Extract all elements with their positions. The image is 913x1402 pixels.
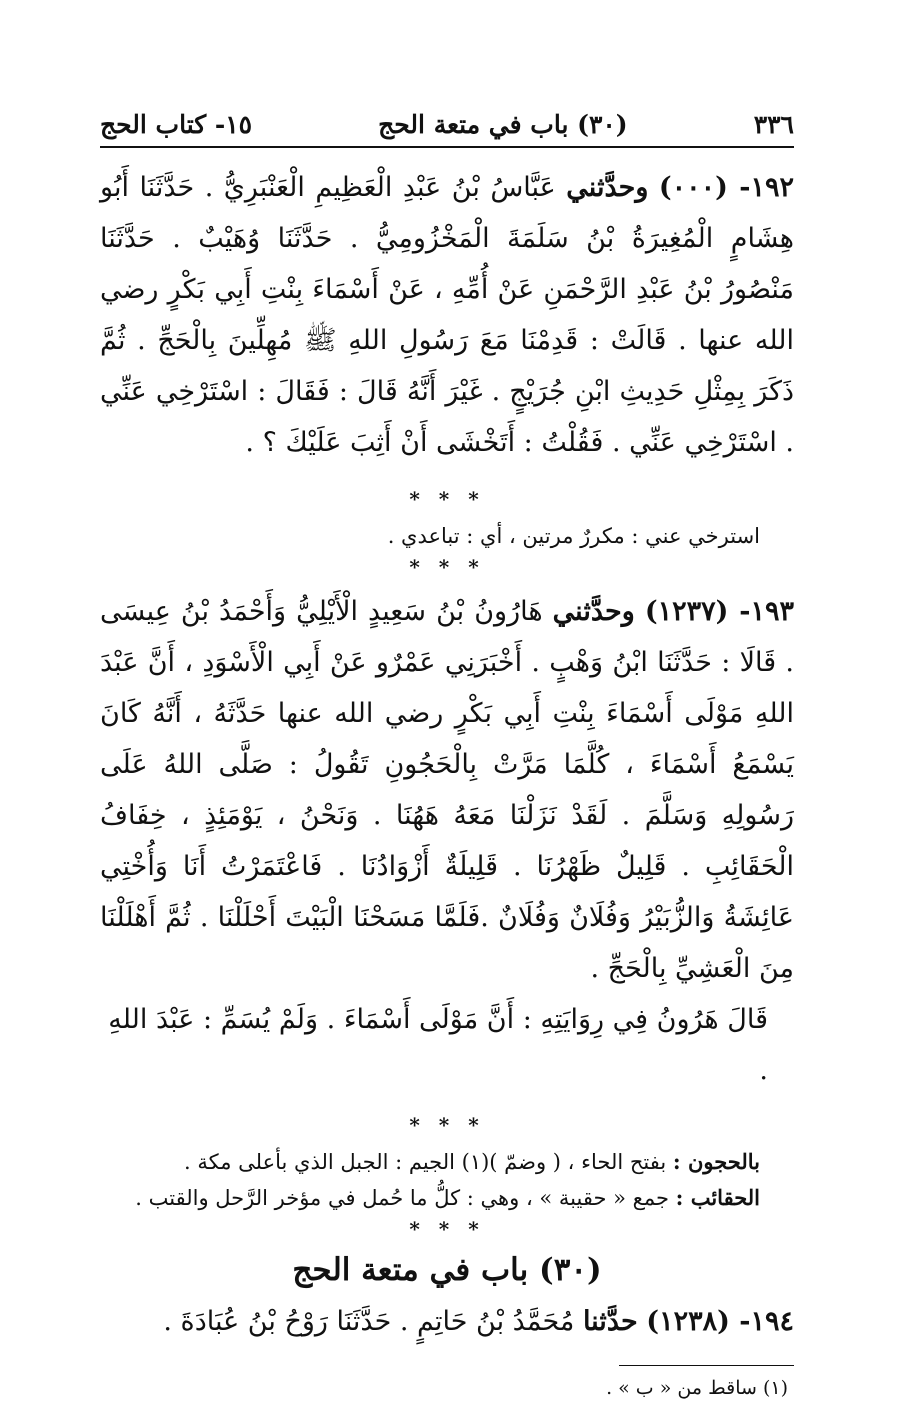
separator: * * * — [409, 487, 485, 511]
header-chapter-title: (٣٠) باب في متعة الحج — [378, 110, 628, 139]
header-book-title: ١٥- كتاب الحج — [100, 110, 253, 139]
hadith-intro: وحدَّثني — [566, 172, 649, 203]
running-header — [100, 108, 794, 148]
explanation-text: جمع « حقيبة » ، وهي : كلُّ ما حُمل في مؤخر الرَّحل والقتب . — [135, 1186, 669, 1210]
hadith-193 — [100, 586, 794, 994]
hadith-number: ١٩٣- (١٢٣٧) — [644, 596, 795, 627]
footnote: (١) ساقط من « ب » . — [606, 1377, 788, 1399]
explanation-1: استرخي عني : مكررٌ مرتين ، أي : تباعدي . — [387, 524, 760, 548]
explained-term: الحقائب : — [675, 1185, 760, 1210]
hadith-text: هَارُونُ بْنُ سَعِيدٍ الْأَيْلِيُّ وَأَحْمَدُ بْنُ عِيسَى . قَالَا : حَدَّثَنَا ابْنُ وَهْبٍ . أَخْبَرَنِي عَمْرٌو عَنْ أَبِي الْأَسْوَدِ ، أَنَّ عَبْدَ اللهِ مَوْلَى أَسْمَاءَ بِنْتِ أَبِي بَكْرٍ رضي الله عنها حَدَّثَهُ ، أَنَّهُ كَانَ يَسْمَعُ أَسْمَاءَ ، كُلَّمَا مَرَّتْ بِالْحَجُونِ تَقُولُ : صَلَّى اللهُ عَلَى رَسُولِهِ وَسَلَّمَ . لَقَدْ نَزَلْنَا مَعَهُ هَهُنَا . وَنَحْنُ ، يَوْمَئِذٍ ، خِفَافُ الْحَقَائِبِ . قَلِيلٌ ظَهْرُنَا . قَلِيلَةٌ أَزْوَادُنَا . فَاعْتَمَرْتُ أَنَا وَأُخْتِي عَائِشَةُ وَالزُّبَيْرُ وَفُلَانٌ وَفُلَانٌ .فَلَمَّا مَسَحْنَا الْبَيْتَ أَحْلَلْنَا . ثُمَّ أَهْلَلْنَا مِنَ الْعَشِيِّ بِالْحَجِّ . — [100, 596, 794, 984]
hadith-194 — [100, 1296, 794, 1347]
hadith-192 — [100, 162, 794, 468]
explained-term: بالحجون : — [672, 1149, 760, 1174]
page-number: ٣٣٦ — [753, 110, 794, 139]
hadith-intro: وحدَّثني — [552, 596, 635, 627]
separator: * * * — [409, 1217, 485, 1241]
hadith-number: ١٩٤- (١٢٣٨) — [646, 1306, 794, 1337]
page — [100, 108, 794, 1402]
explanation-2-line-2 — [100, 1180, 794, 1216]
separator: * * * — [409, 555, 485, 579]
hadith-number: ١٩٢- (٠٠٠) — [658, 172, 794, 203]
hadith-193-note: قَالَ هَرُونُ فِي رِوَايَتِهِ : أَنَّ مَوْلَى أَسْمَاءَ . وَلَمْ يُسَمِّ : عَبْدَ اللهِ . — [108, 1004, 768, 1086]
explanation-2-line-1 — [100, 1144, 794, 1180]
hadith-intro: حدَّثنا — [582, 1306, 638, 1337]
hadith-text: مُحَمَّدُ بْنُ حَاتِمٍ . حَدَّثَنَا رَوْحُ بْنُ عُبَادَةَ . — [163, 1306, 575, 1337]
separator: * * * — [409, 1113, 485, 1137]
chapter-heading: (٣٠) باب في متعة الحج — [292, 1252, 602, 1288]
hadith-text: عَبَّاسُ بْنُ عَبْدِ الْعَظِيمِ الْعَنْبَرِيُّ . حَدَّثَنَا أَبُو هِشَامٍ الْمُغِيرَةُ بْنُ سَلَمَةَ الْمَخْزُومِيُّ . حَدَّثَنَا وُهَيْبٌ . حَدَّثَنَا مَنْصُورُ بْنُ عَبْدِ الرَّحْمَنِ عَنْ أُمِّهِ ، عَنْ أَسْمَاءَ بِنْتِ أَبِي بَكْرٍ رضي الله عنها . قَالَتْ : قَدِمْنَا مَعَ رَسُولِ اللهِ ﷺ مُهِلِّينَ بِالْحَجِّ . ثُمَّ ذَكَرَ بِمِثْلِ حَدِيثِ ابْنِ جُرَيْجٍ . غَيْرَ أَنَّهُ قَالَ : فَقَالَ : اسْتَرْخِي عَنِّي . اسْتَرْخِي عَنِّي . فَقُلْتُ : أَتَخْشَى أَنْ أَثِبَ عَلَيْكَ ؟ . — [100, 172, 794, 458]
footnote-divider — [619, 1365, 794, 1366]
explanation-text: بفتح الحاء ، ( وضمّ )(١) الجيم : الجبل الذي بأعلى مكة . — [184, 1150, 667, 1174]
